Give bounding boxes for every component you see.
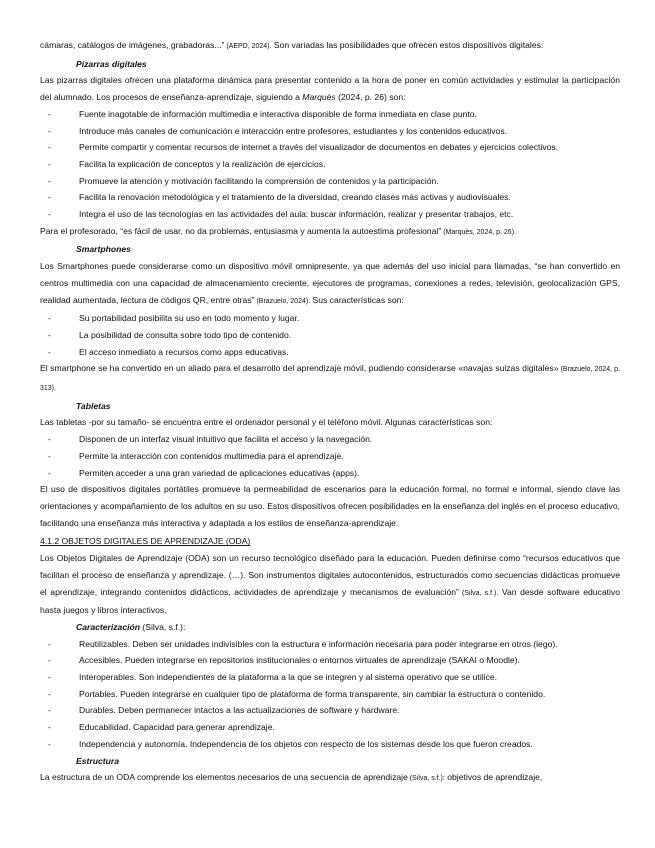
section-title-estructura: Estructura (76, 755, 119, 766)
intro-text: cámaras, catálogos de imágenes, grabadoras...” (40, 40, 225, 50)
pizarras-paragraph (40, 72, 620, 105)
oda-text-end: Van desde software educativo hasta juegos y libros interactivos. (40, 586, 620, 616)
closing-text: Para el profesorado, “es fácil de usar, no da problemas, entusiasma y aumenta la autoestima profesional” (40, 225, 442, 236)
list-item: - La posibilidad de consulta sobre todo tipo de contenido. (40, 327, 620, 344)
list-item: - Fuente inagotable de información multimedia e interactiva disponible de forma inmediata en clase punto. (40, 106, 620, 123)
pizarras-list (40, 106, 620, 223)
list-item: - Permiten acceder a una gran variedad de aplicaciones educativas (apps). (40, 465, 620, 482)
citation: (AEPD, 2024). (224, 43, 272, 50)
list-item: - Permite la interacción con contenidos multimedia para el aprendizaje. (40, 448, 620, 465)
pizarras-closing (40, 223, 620, 242)
list-item: - Reutilizables. Deben ser unidades indivisibles con la estructura e información necesaria para poder integrarse en otros (lego). (40, 636, 620, 653)
author-name: Marquès (302, 92, 336, 103)
citation: (Silva, s.f.): (140, 621, 186, 632)
list-item: - Durables. Deben permanecer intactos a las actualizaciones de software y hardware. (40, 702, 620, 719)
section-title-pizarras: Pizarras digitales (76, 58, 147, 69)
estructura-paragraph (40, 769, 620, 788)
citation: (Silva, s.f.): (407, 775, 445, 783)
citation: (Marquès, 2024, p. 26). (441, 228, 516, 236)
list-item: - Permite compartir y comentar recursos de internet a través del visualizador de documentos en debates y ejercicios colectivos. (40, 139, 620, 156)
tabletas-paragraph: Las tabletas -por su tamaño- se encuentra entre el ordenador personal y el teléfono móvil. Algunas características son: (40, 417, 493, 428)
smartphones-paragraph (40, 258, 620, 310)
intro-paragraph (40, 37, 620, 56)
list-item: - Su portabilidad posibilita su uso en todo momento y lugar. (40, 310, 620, 327)
smartphones-text: Los Smartphones puede considerarse como un dispositivo móvil omnipresente, ya que además del uso inicial para llamadas, “se han convertido en centros multimedia con una capacidad de almacenamiento creciente, ejecutores de programas, conexiones a redes, televisión, geolocalización GPS, realidad aumentada, lectura de códigos QR, entre otras” (40, 261, 620, 305)
list-item: - Facilita la renovación metodológica y el tratamiento de la diversidad, creando clases más activas y audiovisuales. (40, 189, 620, 206)
section-heading-oda: 4.1.2 OBJETOS DIGITALES DE APRENDIZAJE (ODA) (40, 536, 251, 547)
tabletas-closing: El uso de dispositivos digitales portátiles promueve la permeabilidad de escenarios para la educación formal, no formal e informal, siendo clave las orientaciones y acompañamiento de los adultos en su uso. Estos dispositivos ofrecen posibilidades en la enseñanza del inglés en el proceso educativo, facilitando una enseñanza más interactiva y adaptada a los estilos de enseñanza-aprendizaje. (40, 484, 620, 528)
section-title-tabletas: Tabletas (76, 400, 111, 411)
estructura-text: La estructura de un ODA comprende los elementos necesarios de una secuencia de aprendizaje (40, 772, 408, 783)
smartphones-list (40, 310, 620, 360)
smartphones-text-end: Sus características son: (310, 294, 404, 305)
list-item: - Independencia y autonomía. Independencia de los objetos con respecto de los sistemas desde los que fueron creados. (40, 736, 620, 753)
list-item: - Promueve la atención y motivación facilitando la comprensión de contenidos y la participación. (40, 173, 620, 190)
tabletas-list (40, 431, 620, 481)
caracterizacion-list (40, 636, 620, 753)
caracterizacion-title: Caracterización (76, 621, 141, 632)
estructura-text-end: objetivos de aprendizaje, (444, 772, 543, 783)
list-item: - Facilita la explicación de conceptos y la realización de ejercicios. (40, 156, 620, 173)
section-title-caracterizacion (40, 619, 620, 636)
list-item: - Disponen de un interfaz visual intuitivo que facilita el acceso y la navegación. (40, 431, 620, 448)
list-item: - Accesibles. Pueden integrarse en repositorios institucionales o entornos virtuales de aprendizaje (SAKAI o Moodle). (40, 652, 620, 669)
list-item: - Interoperables. Son independientes de la plataforma a la que se integren y al sistema operativo que se utilice. (40, 669, 620, 686)
pizarras-text: Las pizarras digitales ofrecen una plataforma dinámica para presentar contenido a la hora de poner en común actividades y estimular la participación del alumnado. Los procesos de enseñanza-aprendizaje, siguiendo a (40, 75, 620, 103)
citation: (Silva, s.f.). (458, 589, 499, 597)
list-item: - Introduce más canales de comunicación e interacción entre profesores, estudiantes y los contenidos educativos. (40, 123, 620, 140)
smartphones-closing (40, 360, 620, 397)
intro-text-end: Son variadas las posibilidades que ofrecen estos dispositivos digitales: (271, 40, 544, 50)
citation: (Brazuelo, 2024, p. 313). (40, 366, 620, 393)
list-item: - Portables. Pueden integrarse en cualquier tipo de plataforma de forma transparente, sin cambiar la estructura o contenido. (40, 686, 620, 703)
section-title-smartphones: Smartphones (76, 244, 131, 255)
closing-text: El smartphone se ha convertido en un aliado para el desarrollo del aprendizaje móvil, pudiendo considerarse «navajas suizas digitales» (40, 363, 559, 374)
list-item: - Educabilidad. Capacidad para generar aprendizaje. (40, 719, 620, 736)
document-page (40, 37, 620, 788)
citation: (Brazuelo, 2024). (254, 297, 311, 305)
oda-paragraph (40, 550, 620, 619)
pizarras-text-end: (2024, p. 26) son: (335, 92, 406, 103)
list-item: - El acceso inmediato a recursos como apps educativas. (40, 344, 620, 361)
list-item: - Integra el uso de las tecnologías en las actividades del aula: buscar información, realizar y presentar trabajos, etc. (40, 206, 620, 223)
oda-text: Los Objetos Digitales de Aprendizaje (ODA) son un recurso tecnológico diseñado para la educación. Pueden definirse como “recursos educativos que facilitan el proceso de enseñanza y aprendizaje. (…). Son instrumentos digitales autocontenidos, estructurados como secuencias didácticas promueve el aprendizaje, integrando contenidos didácticos, actividades de aprendizaje y mecanismos de evaluación” (40, 553, 620, 597)
